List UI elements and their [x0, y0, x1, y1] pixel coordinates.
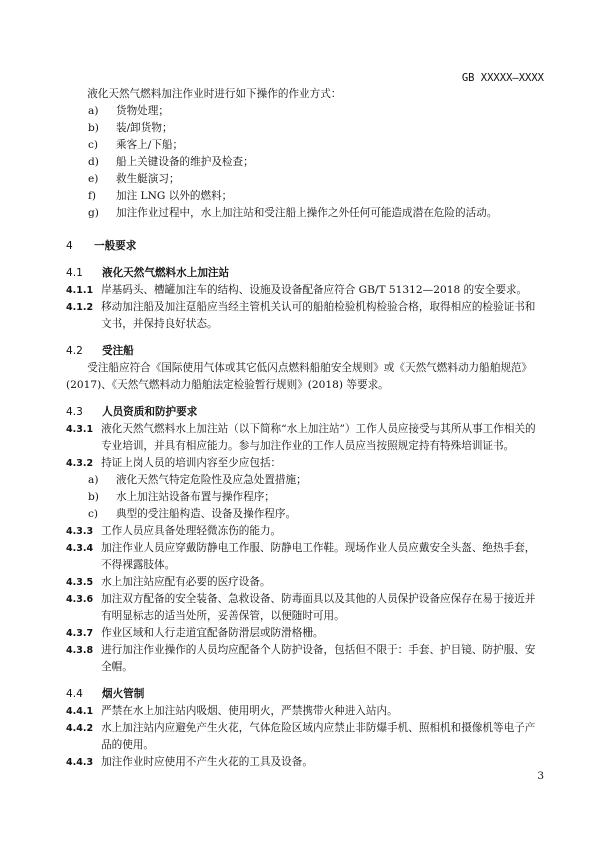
list-item: c) 乘客上/下船；: [88, 139, 184, 151]
intro-paragraph: 液化天然气燃料加注作业时进行如下操作的作业方式：: [87, 88, 342, 100]
subsection-heading: 4.3 人员资质和防护要求: [66, 406, 198, 418]
list-item: g) 加注作业过程中，水上加注站和受注船上操作之外任何可能造成潜在危险的活动。: [88, 207, 498, 219]
clause: 4.3.6 加注双方配备的安全装备、急救设备、防毒面具以及其他的人员保护设备应保存在易于接近并有明显标志的适当处所，妥善保管，以便随时可用。: [66, 593, 536, 622]
list-item: a) 液化天然气特定危险性及应急处置措施；: [88, 474, 307, 486]
clause: 4.4.2 水上加注站内应避免产生火花，气体危险区域内应禁止非防爆手机、照相机和摄像机等电子产品的使用。: [66, 722, 536, 751]
list-item: b) 水上加注站设备布置与操作程序；: [88, 491, 275, 503]
clause: 4.1.1 岸基码头、槽罐加注车的结构、设施及设备配备应符合 GB/T 51312—2018 的安全要求。: [66, 284, 528, 296]
clause: 4.1.2 移动加注船及加注趸船应当经主管机关认可的船舶检验机构检验合格，取得相应的检验证书和文书，并保持良好状态。: [66, 301, 536, 330]
clause: 4.3.5 水上加注站应配有必要的医疗设备。: [66, 576, 271, 588]
clause: 4.4.3 加注作业时应使用不产生火花的工具及设备。: [66, 756, 313, 768]
clause: 4.3.3 工作人员应具备处理轻微冻伤的能力。: [66, 525, 282, 537]
list-item: b) 装/卸货物；: [88, 122, 173, 134]
subsection-heading: 4.4 烟火管制: [66, 688, 145, 700]
list-item: a) 货物处理；: [88, 105, 169, 117]
training-list: [66, 472, 542, 523]
clause: 4.4.1 严禁在水上加注站内吸烟、使用明火，严禁携带火种进入站内。: [66, 705, 398, 717]
clause: 4.3.2 持证上岗人员的培训内容至少应包括：: [66, 457, 282, 469]
list-item: e) 救生艇演习；: [88, 173, 180, 185]
intro-list: [66, 103, 542, 222]
paragraph: 受注船应符合《国际使用气体或其它低闪点燃料船舶安全规则》或《天然气燃料动力船舶规范》(2017)、《天然气燃料动力船舶法定检验暂行规则》(2018) 等要求。: [66, 362, 533, 391]
clause: 4.3.4 加注作业人员应穿戴防静电工作服、防静电工作鞋。现场作业人员应戴安全头盔、绝热手套，不得裸露肢体。: [66, 542, 536, 571]
section-heading: 4 一般要求: [66, 240, 137, 252]
list-item: f) 加注 LNG 以外的燃料；: [88, 190, 233, 202]
clause: 4.3.7 作业区域和人行走道宜配备防滑层或防滑格栅。: [66, 627, 324, 639]
document-body: [66, 86, 542, 771]
standard-code: GB XXXXX—XXXX: [461, 72, 544, 84]
list-item: c) 典型的受注船构造、设备及操作程序。: [88, 508, 297, 520]
subsection-heading: 4.2 受注船: [66, 345, 134, 357]
list-item: d) 船上关键设备的维护及检查；: [88, 156, 254, 168]
clause: 4.3.1 液化天然气燃料水上加注站（以下简称“水上加注站”）工作人员应接受与其所从事工作相关的专业培训，并具有相应能力。参与加注作业的工作人员应当按照规定持有特殊培训证书。: [66, 423, 536, 452]
page-number: 3: [537, 770, 544, 782]
clause: 4.3.8 进行加注作业操作的人员均应配备个人防护设备，包括但不限于：手套、护目镜、防护服、安全帽。: [66, 644, 536, 673]
subsection-heading: 4.1 液化天然气燃料水上加注站: [66, 267, 230, 279]
